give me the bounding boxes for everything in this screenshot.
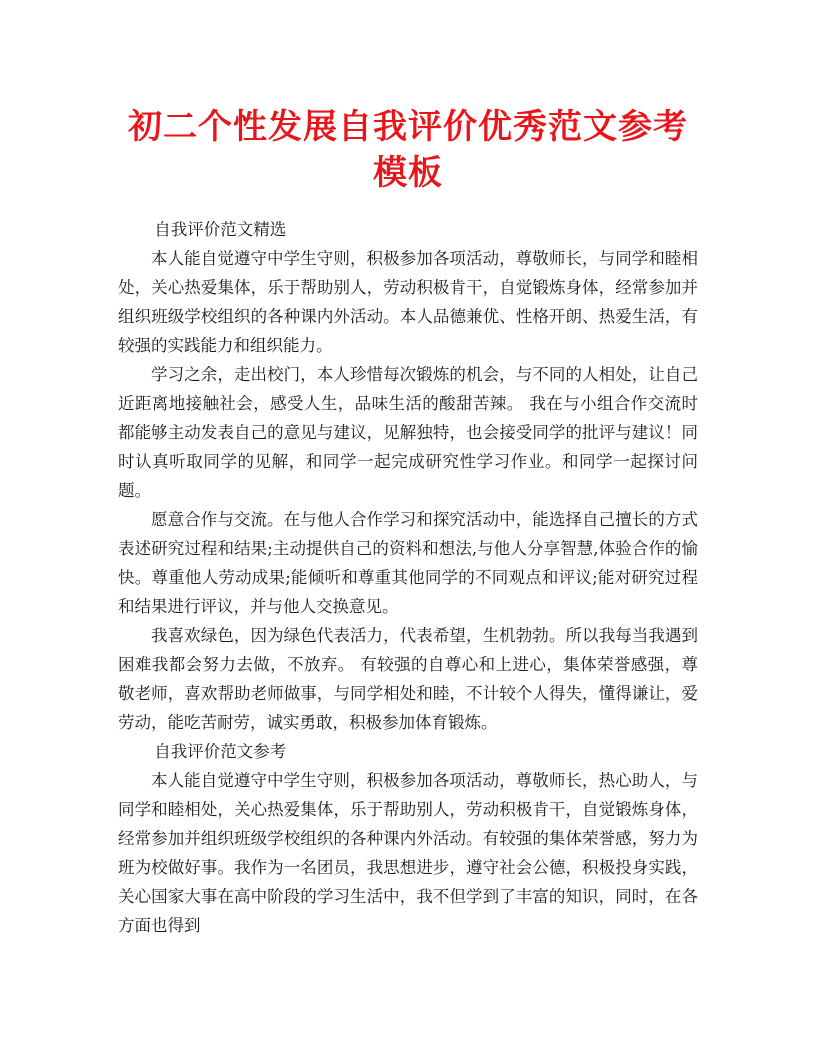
body-paragraph: 学习之余，走出校门，本人珍惜每次锻炼的机会，与不同的人相处，让自己近距离地接触社会，感受人生，品味生活的酸甜苦辣。 我在与小组合作交流时都能够主动发表自己的意见与建议，见解独特，也会接受同学的批评与建议！同时认真听取同学的见解，和同学一起完成研究性学习作业。和同学一起探讨问题。	[118, 365, 698, 500]
body-paragraph: 我喜欢绿色，因为绿色代表活力，代表希望，生机勃勃。所以我每当我遇到困难我都会努力去做，不放弃。 有较强的自尊心和上进心，集体荣誉感强，尊敬老师，喜欢帮助老师做事，与同学相处和睦，不计较个人得失，懂得谦让，爱劳动，能吃苦耐劳，诚实勇敢，积极参加体育锻炼。	[118, 626, 698, 732]
body-paragraph: 愿意合作与交流。在与他人合作学习和探究活动中，能选择自己擅长的方式表述研究过程和结果;主动提供自己的资料和想法,与他人分享智慧,体验合作的愉快。尊重他人劳动成果;能倾听和尊重其他同学的不同观点和评议;能对研究过程和结果进行评议，并与他人交换意见。	[118, 510, 698, 616]
section-heading: 自我评价范文参考	[154, 742, 287, 761]
document-body	[118, 215, 698, 940]
body-paragraph: 本人能自觉遵守中学生守则，积极参加各项活动，尊敬师长，热心助人，与同学和睦相处，关心热爱集体，乐于帮助别人，劳动积极肯干，自觉锻炼身体，经常参加并组织班级学校组织的各种课内外活动。有较强的集体荣誉感，努力为班为校做好事。我作为一名团员，我思想进步，遵守社会公德，积极投身实践，关心国家大事在高中阶段的学习生活中，我不但学到了丰富的知识，同时，在各方面也得到	[118, 771, 698, 935]
section-heading: 自我评价范文精选	[154, 220, 287, 239]
document-title: 初二个性发展自我评价优秀范文参考模板	[128, 107, 688, 193]
body-paragraph: 本人能自觉遵守中学生守则，积极参加各项活动，尊敬师长，与同学和睦相处，关心热爱集体，乐于帮助别人，劳动积极肯干，自觉锻炼身体，经常参加并组织班级学校组织的各种课内外活动。本人品德兼优、性格开朗、热爱生活，有较强的实践能力和组织能力。	[118, 249, 698, 355]
